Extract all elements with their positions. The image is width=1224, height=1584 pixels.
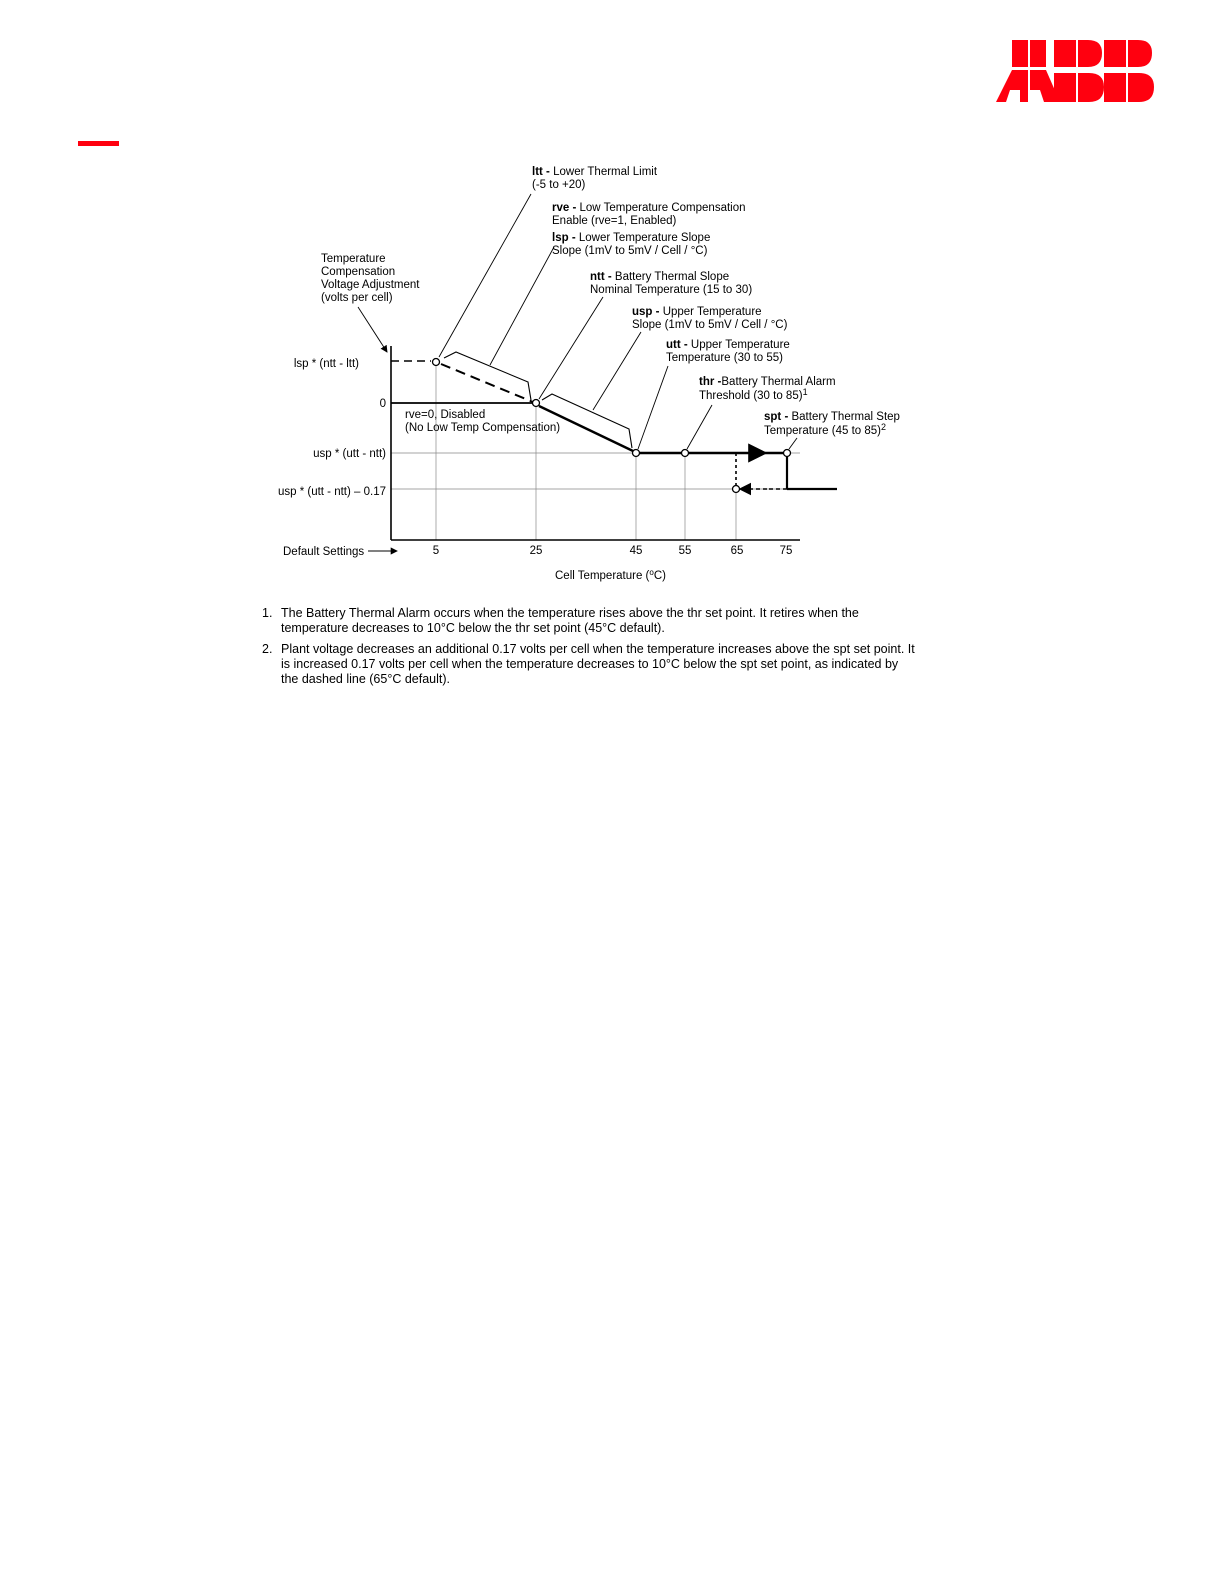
x-tick: 25 [529,545,543,557]
svg-text:Enable (rve=1, Enabled): Enable (rve=1, Enabled) [552,215,677,227]
y-label-usp: usp * (utt - ntt) [313,448,386,460]
callout-lsp [552,232,710,257]
x-axis-ticks [433,545,793,557]
svg-text:(volts per cell): (volts per cell) [321,292,393,304]
x-tick: 55 [678,545,692,557]
svg-text:Nominal Temperature (15 to 30): Nominal Temperature (15 to 30) [590,284,753,296]
rve-disabled-label [405,409,560,434]
svg-text:rve=0, Disabled: rve=0, Disabled [405,409,486,421]
svg-text:Voltage Adjustment: Voltage Adjustment [321,279,420,291]
ntt-point [533,400,540,407]
x-tick: 5 [432,545,440,557]
x-tick: 75 [779,545,793,557]
callout-rve [552,202,746,227]
x-tick: 45 [629,545,643,557]
y-axis-title [321,253,420,304]
svg-text:Temperature (30 to 55): Temperature (30 to 55) [666,352,783,364]
svg-text:spt - Battery Thermal Step: spt - Battery Thermal Step [764,411,900,423]
svg-text:ntt - Battery Thermal Slope: ntt - Battery Thermal Slope [590,271,730,283]
abb-logo [994,40,1156,102]
callout-utt [666,339,790,364]
accent-bar [78,141,119,146]
spt-point [784,450,791,457]
y-axis-labels [278,358,386,498]
svg-text:rve - Low Temperature Compensa: rve - Low Temperature Compensation [552,202,746,214]
svg-text:(-5 to +20): (-5 to +20) [532,179,586,191]
default-settings-label: Default Settings [283,546,365,558]
x-tick: 65 [730,545,744,557]
callout-ltt [532,166,658,191]
footnote-1: 1. The Battery Thermal Alarm occurs when the temperature rises above the thr set point. It retires when the temperature decreases to 10°C below the thr set point (45°C default). [262,606,859,635]
svg-text:Temperature (45 to 85)2: Temperature (45 to 85)$^2$ [764,422,886,437]
svg-text:lsp - Lower Temperature Slope: lsp - Lower Temperature Slope [552,232,711,244]
svg-text:utt - Upper Temperature: utt - Upper Temperature [666,339,790,351]
svg-text:Slope (1mV to 5mV / Cell / °C): Slope (1mV to 5mV / Cell / °C) [632,319,788,331]
callout-ntt [590,271,752,296]
svg-text:(No Low Temp Compensation): (No Low Temp Compensation) [405,422,561,434]
x-axis-title: Cell Temperature ($^o$C) [555,568,666,582]
svg-text:ltt - Lower Thermal Limit: ltt - Lower Thermal Limit [532,166,658,178]
svg-text:Compensation: Compensation [321,266,396,278]
y-label-lsp: lsp * (ntt - ltt) [293,358,359,370]
svg-text:Temperature: Temperature [321,253,386,265]
spt-return-point [733,486,740,493]
utt-point [633,450,640,457]
y-label-zero: 0 [379,398,386,410]
callout-spt [764,411,900,437]
temperature-compensation-diagram [255,160,925,600]
thr-point [682,450,689,457]
svg-text:Slope (1mV to 5mV / Cell / °C): Slope (1mV to 5mV / Cell / °C) [552,245,708,257]
svg-text:thr -Battery Thermal Alarm: thr -Battery Thermal Alarm [699,376,836,388]
ltt-point [433,359,440,366]
callout-usp [632,306,788,331]
y-label-usp-step: usp * (utt - ntt) – 0.17 [277,486,386,498]
callout-thr [699,376,836,402]
footnote-2: 2. Plant voltage decreases an additional 0.17 volts per cell when the temperature increases above the spt set point. It is increased 0.17 volts per cell when the temperature decreases to 10°C below the spt set point, as indicated by the dashed line (65°C default). [262,642,915,686]
svg-text:usp - Upper Temperature: usp - Upper Temperature [632,306,762,318]
footnotes [262,606,917,698]
svg-text:Threshold (30 to 85)1: Threshold (30 to 85)$^1$ [699,387,808,402]
